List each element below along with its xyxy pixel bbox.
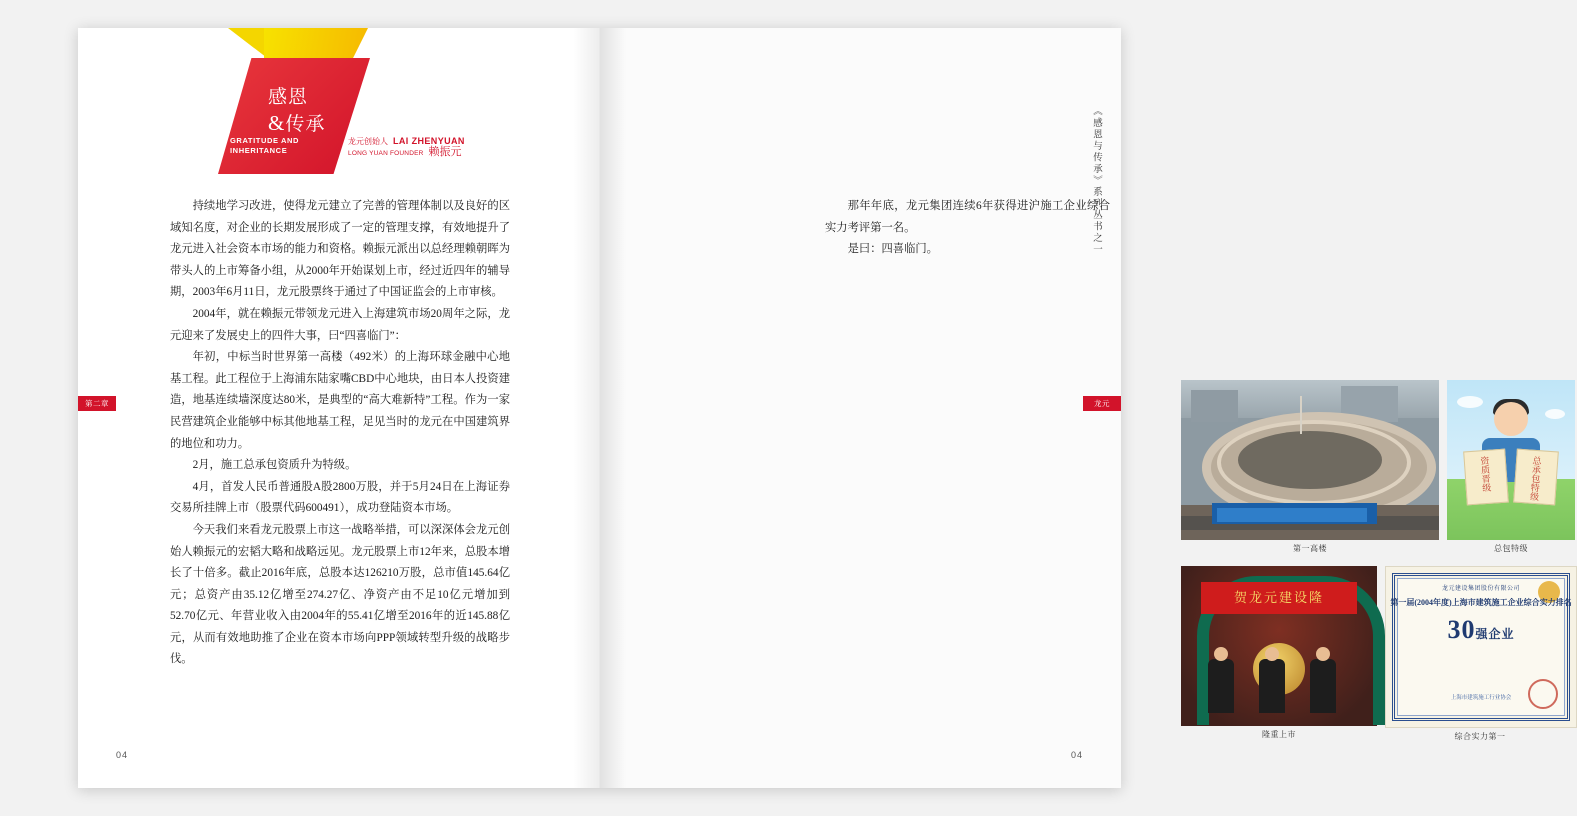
paragraph: 今天我们来看龙元股票上市这一战略举措，可以深深体会龙元创始人赖振元的宏韬大略和战略远见。龙元股票上市12年来，总股本增长了十倍多。截止2016年底，总股本达126210万股，总市值145.64亿元；总资产由35.12亿增至274.27亿、净资产由不足10亿元增加到52.70亿元、年营业收入由2004年的55.41亿增至2016年的近145.88亿元，从而有效地助推了企业在资本市场向PPP领域转型升级的战略步伐。	[170, 523, 510, 666]
photo-caption: 隆重上市	[1262, 730, 1296, 739]
right-gutter-shadow	[600, 28, 626, 788]
photo-award-certificate	[1385, 566, 1577, 728]
paragraph: 那年年底，龙元集团连续6年获得进沪施工企业综合实力考评第一名。	[825, 200, 1110, 234]
series-vertical-title: 《感恩与传承》系列丛书之一	[1091, 106, 1101, 256]
photo-cartoon-certificate-left-text: 资质晋级	[1478, 456, 1492, 493]
masthead-title-cn2: 传承	[285, 114, 326, 135]
paragraph: 年初，中标当时世界第一高楼（492米）的上海环球金融中心地基工程。此工程位于上海浦东陆家嘴CBD中心地块，由日本人投资建造，地基连续墙深度达80米，是典型的“高大难新特”工程。作为一家民营建筑企业能够中标其他地基工程，足见当时的龙元在中国建筑界的地位和功力。	[170, 351, 510, 450]
photo-cell-award	[1385, 566, 1577, 750]
photo-ceremony-person-center	[1259, 659, 1285, 713]
paragraph: 4月，首发人民币普通股A股2800万股，并于5月24日在上海证券交易所挂牌上市（股票代码600491），成功登陆资本市场。	[170, 480, 510, 515]
photo-ceremony-banner	[1201, 582, 1358, 614]
founder-name-en: LAI ZHENYUAN	[393, 136, 465, 146]
book-spread	[78, 28, 1572, 788]
founder-label-cn: 龙元创始人	[348, 137, 388, 146]
photo-cell-ceremony	[1181, 566, 1377, 750]
left-gutter-shadow	[573, 28, 599, 788]
photo-award-number-suffix: 强企业	[1475, 627, 1515, 641]
photo-stadium-pit	[1238, 431, 1382, 489]
photo-row-top	[1181, 380, 1575, 562]
photo-cell-stadium	[1181, 380, 1439, 562]
photo-cartoon-certificate-right	[1513, 449, 1559, 506]
photo-caption: 综合实力第一	[1454, 732, 1506, 741]
photo-ceremony-person-right	[1310, 659, 1336, 713]
photo-stadium-background-building	[1191, 390, 1237, 422]
right-page	[599, 28, 1572, 788]
founder-label-en: LONG YUAN FOUNDER	[348, 150, 424, 157]
right-page-folio: 04	[1070, 750, 1083, 760]
photo-caption: 总包特级	[1494, 544, 1528, 553]
masthead-title-amp: &	[268, 111, 286, 135]
masthead-title	[268, 82, 325, 136]
masthead-subtitle-en-line2: INHERITANCE	[230, 146, 288, 155]
photo-ceremony-person-left	[1208, 659, 1234, 713]
photo-cartoon-cloud-1	[1457, 396, 1483, 408]
photo-ceremony-banner-text: 贺龙元建设隆	[1233, 590, 1324, 605]
photo-cartoon-certificate-right-text: 总承包特级	[1528, 456, 1543, 502]
photo-cartoon-certificates	[1447, 380, 1575, 540]
founder-name-cn: 赖振元	[428, 146, 462, 158]
photo-stadium-crane	[1300, 396, 1302, 434]
photo-award-issuer: 上海市建筑施工行业协会	[1450, 695, 1512, 701]
photo-cartoon-certificate-left	[1463, 449, 1509, 506]
photo-cell-cartoon	[1447, 380, 1575, 562]
photo-row-bottom	[1181, 566, 1575, 750]
masthead-subtitle-en	[230, 136, 350, 156]
photo-ceremony-person-left-head	[1214, 647, 1228, 661]
left-page	[78, 28, 599, 788]
right-page-body	[825, 196, 1110, 261]
paragraph: 2月，施工总承包资质升为特级。	[192, 459, 357, 472]
masthead-title-cn1: 感恩	[268, 87, 309, 108]
photo-award-line: 第一届(2004年度)上海市建筑施工企业综合实力排名	[1390, 598, 1572, 607]
paragraph: 是曰：四喜临门。	[847, 243, 938, 256]
photo-cartoon-cloud-2	[1545, 409, 1565, 419]
photo-award-number	[1386, 615, 1576, 645]
photo-listing-ceremony	[1181, 566, 1377, 726]
left-page-body	[170, 196, 510, 671]
masthead-founder-block	[348, 136, 465, 159]
photo-cartoon-head	[1494, 402, 1528, 436]
paragraph: 2004年，就在赖振元带领龙元进入上海建筑市场20周年之际，龙元迎来了发展史上的四件大事，曰“四喜临门”：	[170, 307, 510, 342]
photo-stadium	[1181, 380, 1439, 540]
photo-caption: 第一高楼	[1293, 544, 1327, 553]
photo-ceremony-person-center-head	[1265, 647, 1279, 661]
photo-award-number-value: 30	[1447, 615, 1476, 644]
photo-award-red-seal	[1528, 679, 1558, 709]
photo-ceremony-person-right-head	[1316, 647, 1330, 661]
chapter-masthead	[78, 28, 465, 178]
left-side-tab: 第二章	[78, 396, 116, 411]
photo-award-org: 龙元建设集团股份有限公司	[1441, 586, 1520, 592]
paragraph: 持续地学习改进，使得龙元建立了完善的管理体制以及良好的区域知名度，对企业的长期发展形成了一定的管理支撑，有效地提升了龙元进入社会资本市场的能力和资格。赖振元派出以总经理赖朝晖为带头人的上市筹备小组，从2000年开始谋划上市，经过近四年的辅导期，2003年6月11日，龙元股票终于通过了中国证监会的上市审核。	[170, 200, 510, 299]
masthead-subtitle-en-line1: GRATITUDE AND	[230, 136, 300, 145]
photo-gallery	[1181, 380, 1575, 754]
right-side-tab: 龙元	[1083, 396, 1121, 411]
left-page-folio: 04	[116, 750, 129, 760]
photo-stadium-banner-inner	[1217, 508, 1367, 522]
